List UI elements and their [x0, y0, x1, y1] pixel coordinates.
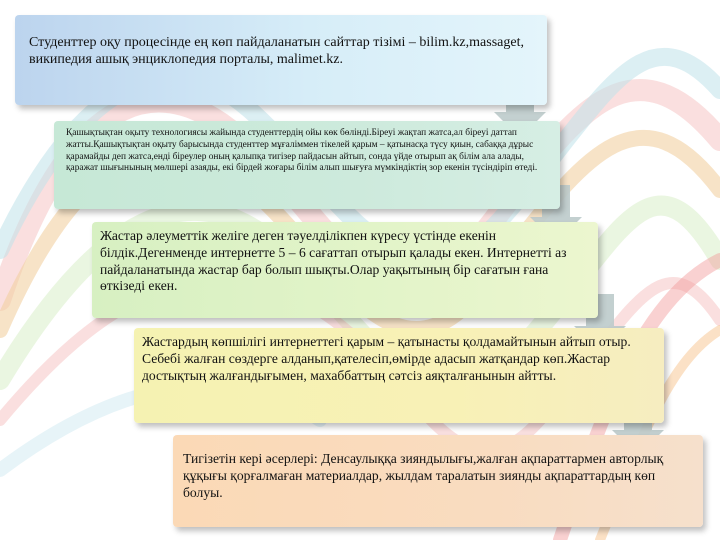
process-step-2 — [54, 121, 560, 209]
process-step-1 — [15, 15, 547, 105]
process-step-3 — [92, 222, 598, 318]
step-3-text: Жастар әлеуметтік желіге деген тәуелділікпен күресу үстінде екенін білдік.Дегенменде интернетте 5 – 6 сағаттап отырып қалады екен. Интернетті аз пайдаланатында жастар бар болып шықты.Олар уақытының бір сағатын ғана өткізеді екен. — [100, 228, 567, 294]
process-step-4 — [134, 328, 664, 423]
process-step-5 — [173, 435, 703, 527]
step-5-text: Тигізетін кері әсерлері: Денсаулыққа зияндылығы,жалған ақпараттармен авторлық құқығы қорғалмаған материалдар, жылдам таралатын зиянды ақпараттардың көп болуы. — [183, 451, 664, 500]
step-2-text: Қашықтықтан оқыту технологиясы жайында студенттердің ойы көк бөлінді.Біреуі жақтап жатса,ал біреуі даттап жатты.Қашықтықтан оқыту барысында студенттер мұғаліммен тікелей қарым – қатынасқа түсу қиын, сабаққа дұрыс қарамайды деп жатса,енді біреулер оның қалыпқа тигізер пайдасын айтып, сонда үйде отырып ақ білім ала алады, қаражат шығынының мөлшері азаяды, екі бірдей жоғары білім алып шығуға мүмкіндіктің зор екенін түсіндіріп өтеді. — [66, 128, 538, 174]
step-4-text: Жастардың көпшілігі интернеттегі қарым – қатынасты қолдамайтынын айтып отыр. Себебі жалған сөздерге алданып,қателесіп,өмірде адасып жатқандар көп.Жастар достықтың жалғандығымен, махаббаттың сәтсіз аяқталғанынын айтты. — [142, 334, 631, 383]
step-1-text: Студенттер оқу процесінде ең көп пайдаланатын сайттар тізімі – bilim.kz,massaget, википедия ашық энциклопедия порталы, malimet.kz. — [29, 35, 524, 67]
